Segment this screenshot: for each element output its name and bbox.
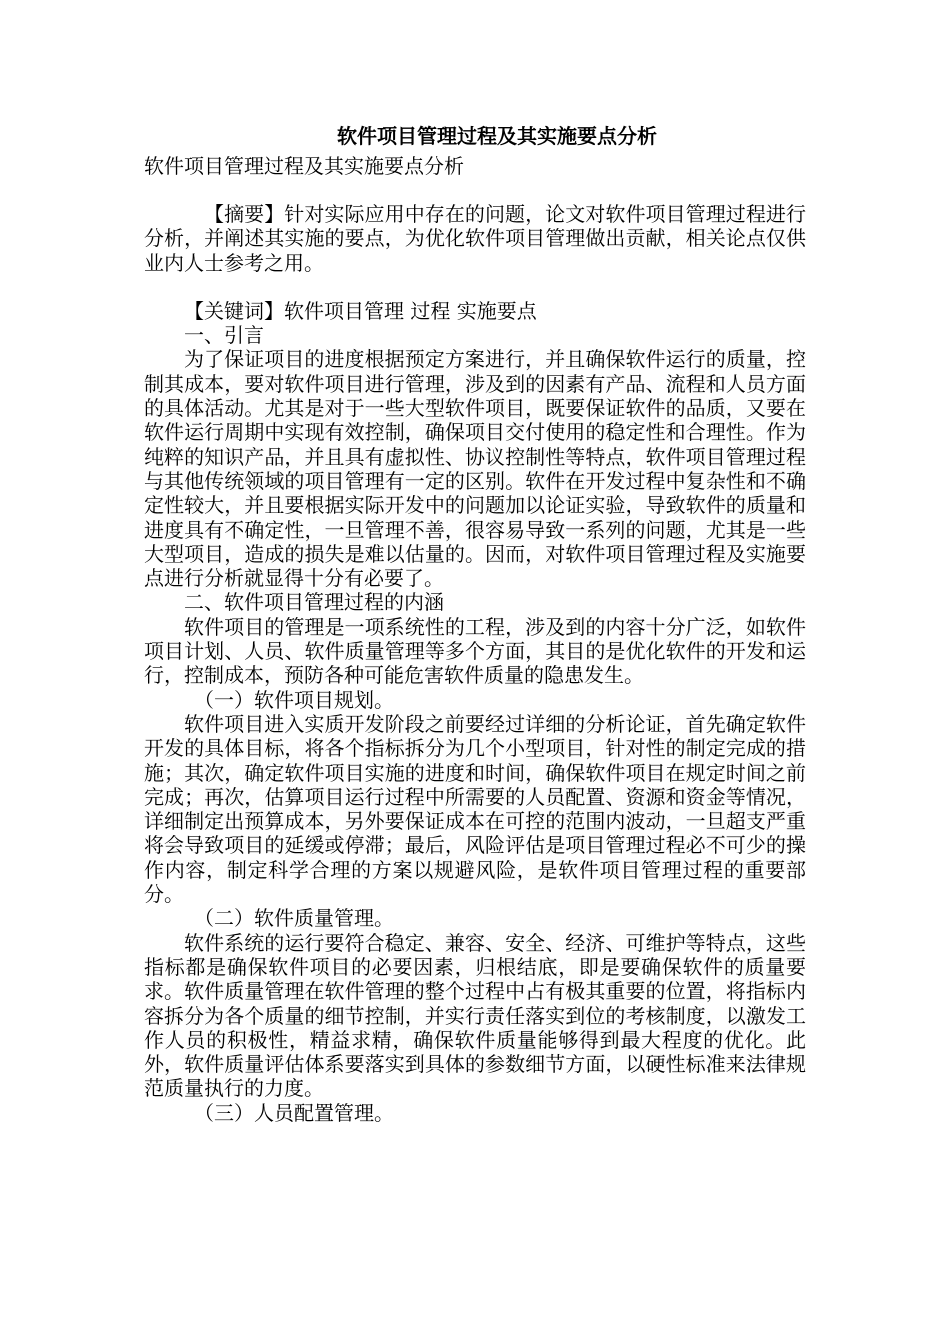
subsection-heading-staffing: （三）人员配置管理。: [194, 1100, 394, 1125]
subsection-heading-quality: （二）软件质量管理。: [194, 906, 394, 931]
section-heading-connotation: 二、软件项目管理过程的内涵: [184, 590, 444, 615]
document-body: [144, 118, 806, 1125]
planning-paragraph: 软件项目进入实质开发阶段之前要经过详细的分析论证，首先确定软件开发的具体目标，将各个指标拆分为几个小型项目，针对性的制定完成的措施；其次，确定软件项目实施的进度和时间，确保软件项目在规定时间之前完成；再次，估算项目运行过程中所需要的人员配置、资源和资金等情况，详细制定出预算成本，另外要保证成本在可控的范围内波动，一旦超支严重将会导致项目的延缓或停滞；最后，风险评估是项目管理过程必不可少的操作内容，制定科学合理的方案以规避风险，是软件项目管理过程的重要部分。: [144, 711, 806, 907]
subsection-heading-planning: （一）软件项目规划。: [194, 687, 394, 712]
quality-paragraph: 软件系统的运行要符合稳定、兼容、安全、经济、可维护等特点，这些指标都是确保软件项目的必要因素，归根结底，即是要确保软件的质量要求。软件质量管理在软件管理的整个过程中占有极其重要的位置，将指标内容拆分为各个质量的细节控制，并实行责任落实到位的考核制度，以激发工作人员的积极性，精益求精，确保软件质量能够得到最大程度的优化。此外，软件质量评估体系要落实到具体的参数细节方面，以硬性标准来法律规范质量执行的力度。: [144, 930, 806, 1101]
connotation-paragraph: 软件项目的管理是一项系统性的工程，涉及到的内容十分广泛，如软件项目计划、人员、软件质量管理等多个方面，其目的是优化软件的开发和运行，控制成本，预防各种可能危害软件质量的隐患发生。: [144, 614, 806, 688]
document-title: 软件项目管理过程及其实施要点分析: [337, 124, 657, 148]
abstract-paragraph: 【摘要】针对实际应用中存在的问题，论文对软件项目管理过程进行分析，并阐述其实施的要点，为优化软件项目管理做出贡献，相关论点仅供业内人士参考之用。: [144, 202, 806, 275]
section-heading-introduction: 一、引言: [184, 323, 264, 348]
keywords-line: 【关键词】软件项目管理 过程 实施要点: [184, 298, 537, 323]
document-subtitle: 软件项目管理过程及其实施要点分析: [144, 154, 464, 178]
introduction-paragraph: 为了保证项目的进度根据预定方案进行，并且确保软件运行的质量，控制其成本，要对软件项目进行管理，涉及到的因素有产品、流程和人员方面的具体活动。尤其是对于一些大型软件项目，既要保证软件的品质，又要在软件运行周期中实现有效控制，确保项目交付使用的稳定性和合理性。作为纯粹的知识产品，并且具有虚拟性、协议控制性等特点，软件项目管理过程与其他传统领域的项目管理有一定的区别。软件在开发过程中复杂性和不确定性较大，并且要根据实际开发中的问题加以论证实验，导致软件的质量和进度具有不确定性，一旦管理不善，很容易导致一系列的问题，尤其是一些大型项目，造成的损失是难以估量的。因而，对软件项目管理过程及实施要点进行分析就显得十分有必要了。: [144, 347, 806, 591]
